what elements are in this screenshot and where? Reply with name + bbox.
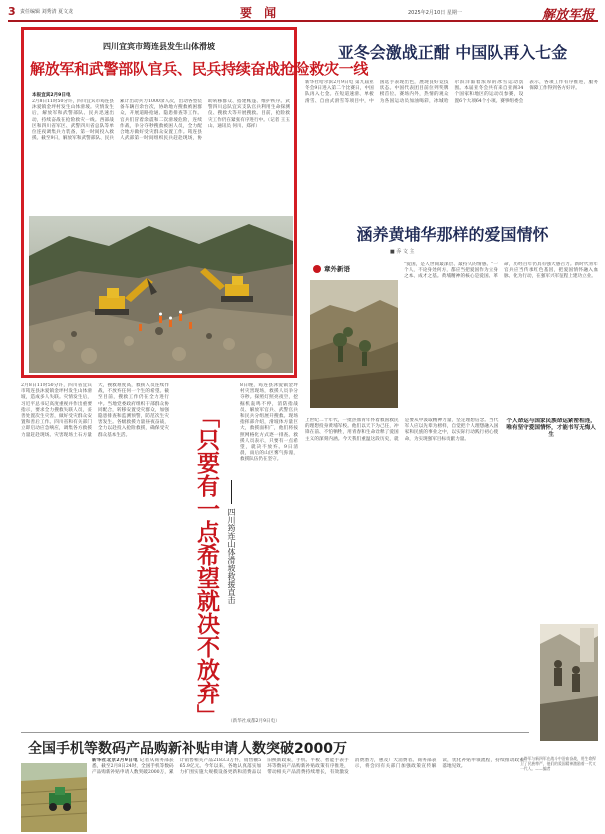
painting-caption: 八路军与新四军在战斗中浴血奋战，用生命捍卫了民族尊严，他们的爱国精神激励着一代又一代人。——编者 xyxy=(520,756,596,771)
subsidy-body xyxy=(92,758,524,832)
lead-continued-body: 2月8日11时50分许，四川省宜宾市筠连县沐爱镇金坪村发生山体滑坡，造成多人失联。灾情发生后，习近平总书记高度重视并作出重要指示，要求全力搜救失联人员，妥善处置次生灾害，做好受灾群众安置和善后工作。四川省和有关部门立即启动应急响应，调集各方救援力量赶赴现场。灾害现场土石方量大，搜救难度高，救援人员连续作战，不放弃任何一个生的希望。截至目前，搜救工作仍在全力进行中。当地党委政府组织干部群众协同配合，转移安置受灾群众，加强隐患排查和监测预警，防范次生灾害发生。各级救援力量昼夜奋战，全力以赴投入抢险救援，确保受灾群众基本生活。 xyxy=(21,383,169,438)
feature-credit: （新华社成都2月9日电） xyxy=(228,719,280,724)
commentary-byline: ■ 乔 文 主 xyxy=(390,249,415,255)
subsidy-headline: 全国手机等数码产品购新补贴申请人数突破2000万 xyxy=(28,741,347,757)
lead-kicker: 四川宜宾市筠连县发生山体滑坡 xyxy=(103,42,215,51)
commentary-body-text: 上世纪二十年代，一批热血青年怀着救国救民的理想投身黄埔军校。他们以天下为己任，冲锋在前、不怕牺牲，用青春和生命诠释了爱国主义的深刻内涵。今天我们重温这段历史，就是要从中汲取精神力量，坚定理想信念。当代军人应以先辈为榜样，自觉把个人理想融入国家和民族的事业之中，以实际行动践行初心使命，为实现强军目标贡献力量。 xyxy=(305,418,499,442)
commentary-pull-quote: 个人命运与国家民族命运紧密相连，唯有坚守爱国情怀，才能书写无悔人生 xyxy=(506,418,596,438)
column-tag-label: 章外新语 xyxy=(324,265,350,273)
masthead-logo: 解放军报 xyxy=(541,8,594,23)
historical-painting xyxy=(540,624,598,741)
column-tag-dot xyxy=(313,265,321,273)
issue-date: 2025年2月10日 星期一 xyxy=(408,10,462,16)
feature-body: 8日晚，筠连县沐爱镇金坪村灾害现场，救援人员争分夺秒。探照灯照亮夜空，挖掘机轰鸣不停，消防指战员、解放军官兵、武警官兵和民兵分组展开搜救。现场指挥部介绍，滑坡体方量巨大，救援面积广，他们将按照网格化方式逐一排查。救援人员表示，只要有一点希望，就决不放弃。9日清晨，雨后的山区雾气弥漫，救援队伍仍在坚守。 xyxy=(240,383,298,463)
feature-vertical-title: 「只要有一点希望就决不放弃」 xyxy=(193,405,219,727)
harvester-photo xyxy=(21,763,87,832)
bottom-divider xyxy=(21,732,529,733)
landslide-rescue-photo xyxy=(29,216,293,373)
section-title: 要 闻 xyxy=(240,6,281,20)
page-number: 3 xyxy=(8,5,16,18)
asian-games-headline: 亚冬会激战正酣 中国队再入七金 xyxy=(337,43,568,62)
asian-games-body: 新华社哈尔滨2月9日电 第九届亚冬会9日进入第二个比赛日，中国队再入七金。在短道速滑、单板滑雪、自由式滑雪等项目中，中国选手表现出色，展现良好竞技状态。中国代表团目前位列奖牌榜首位。赛场内外，热情的观众为各国运动员加油喝彩，冰城哈尔滨洋溢着浓厚的冰雪运动氛围。本届亚冬会共有来自亚洲34个国家和地区的运动员参赛，设置6个大项64个小项。赛事组委会表示，各项工作有序推进，服务保障工作得到各方好评。 xyxy=(305,80,598,104)
editors-line: 责任编辑 刘秀清 夏文龙 xyxy=(20,9,74,15)
commentary-body-bottom xyxy=(305,418,598,624)
subtitle-dash xyxy=(231,480,232,504)
lead-byline: 本报宜宾2月9日电 xyxy=(32,93,71,98)
subsidy-byline: 新华社北京2月9日电 xyxy=(92,758,138,763)
page-header xyxy=(8,4,598,22)
commentary-body-top: "爱国，是人世间最深层、最持久的情感。"一个人，不论身处何方，都应当把爱国作为立身之本、成才之基。黄埔精神的核心是爱国、革命，历经百年仍具有强大感召力。新时代青年官兵应当传承红色基因，把爱国情怀融入血脉、化为行动，在强军兴军征程上建功立业。 xyxy=(404,262,598,280)
lead-headline: 解放军和武警部队官兵、民兵持续奋战抢险救灾一线 xyxy=(30,60,369,78)
column-tag xyxy=(310,263,355,274)
feature-subtitle: 四川筠连山体滑坡救援直击 xyxy=(227,508,236,604)
commentary-headline: 涵养黄埔华那样的爱国情怀 xyxy=(356,225,549,244)
field-training-photo xyxy=(310,280,398,408)
subsidy-body-text: 记者从商务部获悉，截至2月8日24时，全国手机等数码产品购新补贴申请人数突破2000万，累计销售相关产品2183.3万件，销售额565.9亿元。今年以来，各地认真落实加力扩围实施大规模设备更新和消费品以旧换新政策，手机、平板、智能手表手环等数码产品购新补贴政策有序推进，带动相关产品消费持续增长，有效激发消费潜力，惠及广大消费者。商务部表示，将会同有关部门加强政策宣传解读，优化补贴申领流程，持续推动政策落地见效。 xyxy=(92,758,524,776)
lead-body: 2月8日11时50分许，四川宜宾市筠连县沐爱镇金坪村发生山体滑坡。灾情发生后，解放军和武警部队、民兵迅速出动，持续奋战在抢险救灾一线。西部战区和四川省军区、武警四川省总队等单位连夜调集兵力装备，第一时间投入救援。截至9日，解放军和武警部队、民兵累计出动兵力1000余人次，出动各型装备车辆百余台次，协助地方搜救被困群众，开展道路抢通、隐患排查等工作。官兵们冒着余震和二次滑坡危险，连续作战，争分夺秒搜救被困人员，全力配合地方做好受灾群众安置工作。筠连县人武部第一时间组织民兵赶赴现场，协助转移群众、搭建帐篷、维护秩序。武警四川总队宜宾支队官兵利用生命探测仪、搜救犬等开展搜救。目前，抢险救灾工作仍在紧张有序进行中。（记者 王玉山、通讯员 何川、郑祥） xyxy=(32,99,290,142)
